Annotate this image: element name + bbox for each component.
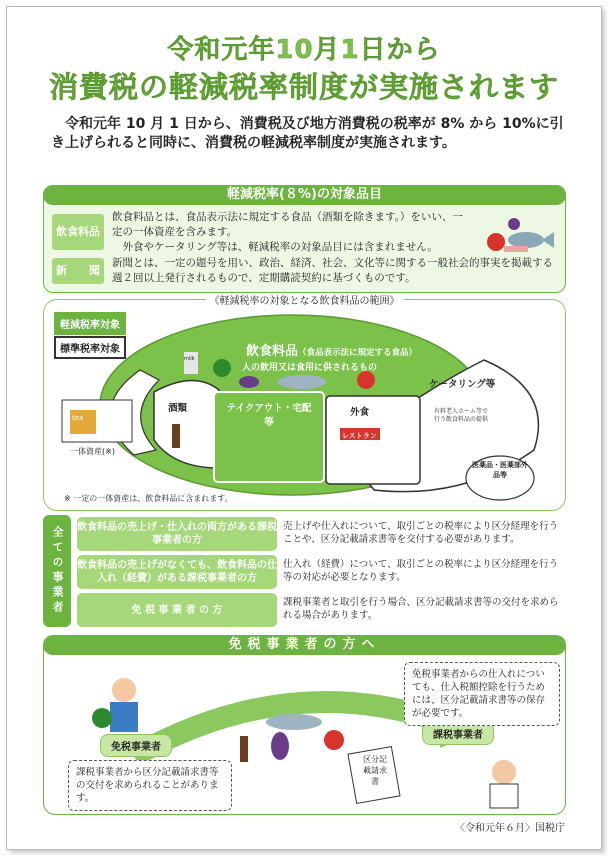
scope-caption: 《軽減税率の対象となる飲食料品の範囲》: [44, 292, 565, 307]
intro-text: 令和元年 10 月 1 日から、消費税及び地方消費税の税率が 8% から 10%に引き上げられると同時に、消費税の軽減税率制度が実施されます。: [51, 116, 564, 151]
title-line1: 令和元年10月1日から: [167, 35, 441, 65]
tea-label: tea: [72, 414, 84, 422]
milk-label: milk: [184, 356, 195, 362]
chef-body: [490, 784, 518, 808]
leaflet-page: [6, 6, 602, 850]
operators-section: [43, 515, 564, 627]
merchant-body: [110, 702, 138, 732]
operator-row-label-3: 免 税 事 業 者 の 方: [77, 593, 277, 627]
operator-row-label-2: 飲食料品の売上げがなくても、飲食料品の仕入れ（経費）がある課税事業者の方: [77, 555, 277, 589]
merchant-head: [112, 678, 136, 702]
food-illustration-icon: [484, 212, 558, 256]
food-exclusion: 外食やケータリング等は、軽減税率の対象品目には含まれません。: [122, 241, 438, 253]
scope-section: [43, 296, 566, 511]
takeout-label: テイクアウト・宅配等: [226, 403, 312, 428]
chef-head: [492, 760, 516, 784]
eggplant-shape: [239, 376, 259, 388]
fish-shape: [278, 375, 326, 389]
pepper-shape: [213, 359, 231, 377]
scope-note: ※ 一定の一体資産は、飲食料品に含まれます。: [64, 494, 233, 503]
bottle-shape: [172, 424, 180, 448]
tomato-shape: [357, 371, 375, 389]
taxable-note: 免税事業者からの仕入れについても、仕入税額控除を行うためには、区分記載請求書等の保存が必要です。: [404, 662, 560, 726]
title-line2: 消費税の軽減税率制度が実施されます: [48, 70, 559, 104]
exempt-note: 課税事業者から区分記載請求書等の交付を求められることがあります。: [68, 760, 232, 811]
operator-row-label-1: 飲食料品の売上げ・仕入れの両方がある課税事業者の方: [77, 517, 277, 551]
operator-row-text-2: 仕入れ（経費）について、取引ごとの税率により区分経理を行う等の対応が必要となります。: [283, 559, 559, 583]
integrated-label: 一体資産(※): [70, 447, 115, 456]
exempt-tag: 免税事業者: [100, 734, 172, 757]
news-text: 新聞とは、一定の題号を用い、政治、経済、社会、文化等に関する一般社会的事実を掲載する週２回以上発行されるもので、定期購読契約に基づくものです。: [112, 257, 553, 284]
food-text: [112, 210, 472, 255]
alcohol-label: 酒類: [168, 403, 188, 414]
catering-label: ケータリング等: [429, 379, 496, 390]
dining-label: 外食: [350, 407, 370, 418]
restaurant-label: レストラン: [342, 432, 377, 440]
operator-row-text-3: 課税事業者と取引を行う場合、区分記載請求書等の交付を求められる場合があります。: [283, 597, 559, 621]
target-items-header: 軽減税率(８%)の対象品目: [43, 185, 566, 205]
food-definition-label: 人の飲用又は食用に供されるもの: [242, 363, 378, 373]
food-definition: 飲食料品とは、食品表示法に規定する食品（酒類を除きます。）をいい、一定の一体資産を含みます。: [112, 211, 463, 238]
news-label: 新 聞: [52, 258, 104, 284]
exempt-header: 免税事業者の方へ: [43, 635, 566, 655]
target-items-section: [43, 185, 566, 293]
exempt-section: [43, 635, 566, 815]
legend-standard: 標準税率対象: [54, 336, 126, 359]
all-operators-label: 全ての事業者: [43, 515, 71, 627]
taxable-tag: 課税事業者: [422, 722, 494, 745]
food-label: 飲食料品: [52, 214, 104, 250]
footer-credit: 〈令和元年６月〉国税庁: [455, 823, 565, 834]
invoice-label: 区分記載請求書: [363, 755, 387, 786]
legend-reduced: 軽減税率対象: [54, 312, 126, 335]
nursing-label: 有料老人ホーム等で行う飲食料品の提供: [434, 408, 489, 423]
food-title: 飲食料品（食品表示法に規定する食品）: [246, 344, 418, 359]
medicine-label: 医薬品・医薬部外品等: [472, 461, 528, 479]
operator-row-text-1: 売上げや仕入れについて、取引ごとの税率により区分経理を行うことや、区分記載請求書等を交付する必要があります。: [283, 521, 559, 545]
